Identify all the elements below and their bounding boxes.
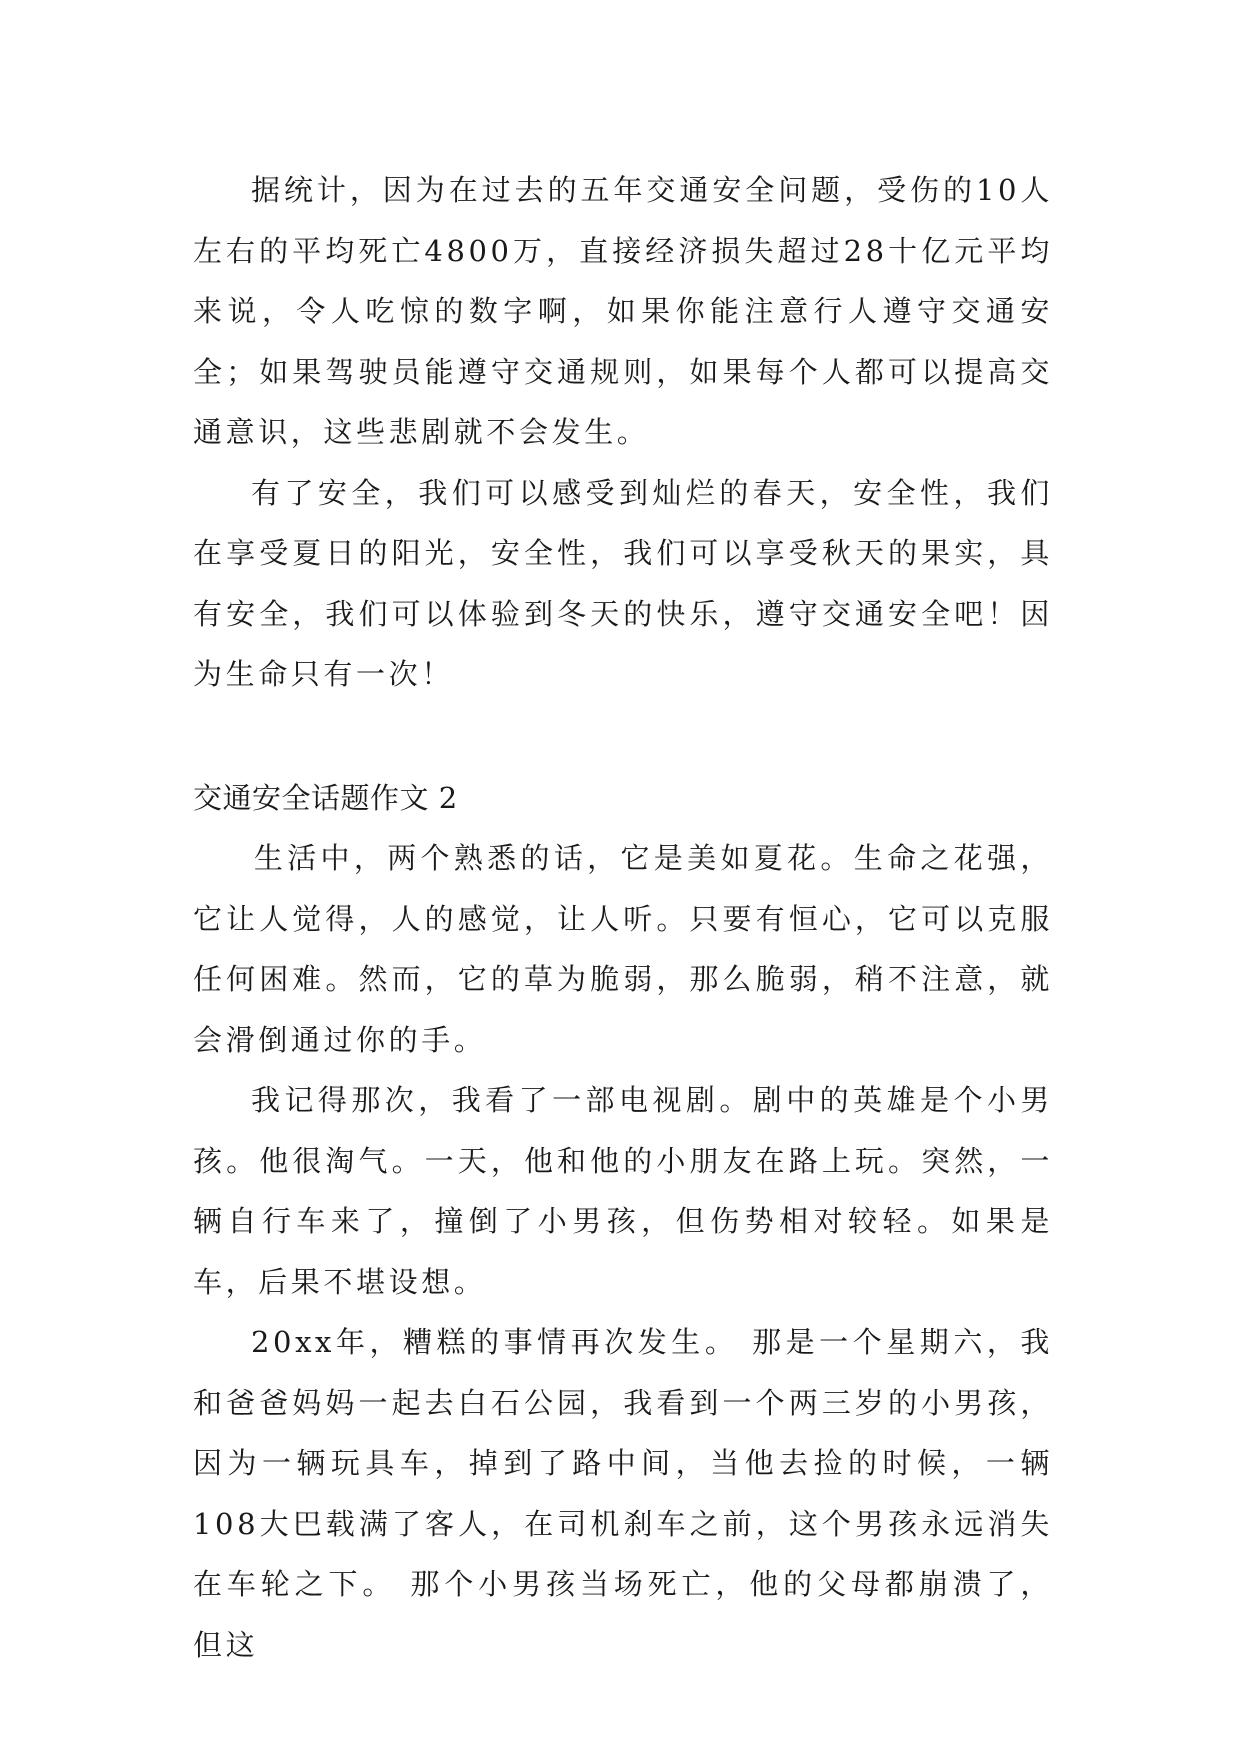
paragraph-safety-seasons: 有了安全，我们可以感受到灿烂的春天，安全性，我们在享受夏日的阳光，安全性，我们可以享受秋天的果实，具有安全，我们可以体验到冬天的快乐，遵守交通安全吧！因为生命只有一次！ [193,475,1053,691]
paragraph-statistics: 据统计，因为在过去的五年交通安全问题，受伤的10人左右的平均死亡4800万，直接经济损失超过28十亿元平均来说，令人吃惊的数字啊，如果你能注意行人遵守交通安全；如果驾驶员能遵守交通规则，如果每个人都可以提高交通意识，这些悲剧就不会发生。 [193,173,1053,449]
section-title: 交通安全话题作文 2 [193,780,458,815]
document-body [193,160,1053,1675]
paragraph-tv-drama: 我记得那次，我看了一部电视剧。剧中的英雄是个小男孩。他很淘气。一天，他和他的小朋友在路上玩。突然，一辆自行车来了，撞倒了小男孩，但伤势相对较轻。如果是车，后果不堪设想。 [193,1083,1053,1299]
section-spacer [193,705,1053,768]
paragraph-life-flower: 生活中，两个熟悉的话，它是美如夏花。生命之花强，它让人觉得，人的感觉，让人听。只要有恒心，它可以克服任何困难。然而，它的草为脆弱，那么脆弱，稍不注意，就会滑倒通过你的手。 [193,841,1053,1057]
paragraph-accident: 20xx年，糟糕的事情再次发生。 那是一个星期六，我和爸爸妈妈一起去白石公园，我看到一个两三岁的小男孩，因为一辆玩具车，掉到了路中间，当他去捡的时候，一辆108大巴载满了客人，在司机刹车之前，这个男孩永远消失在车轮之下。 那个小男孩当场死亡，他的父母都崩溃了，但这 [193,1325,1053,1662]
